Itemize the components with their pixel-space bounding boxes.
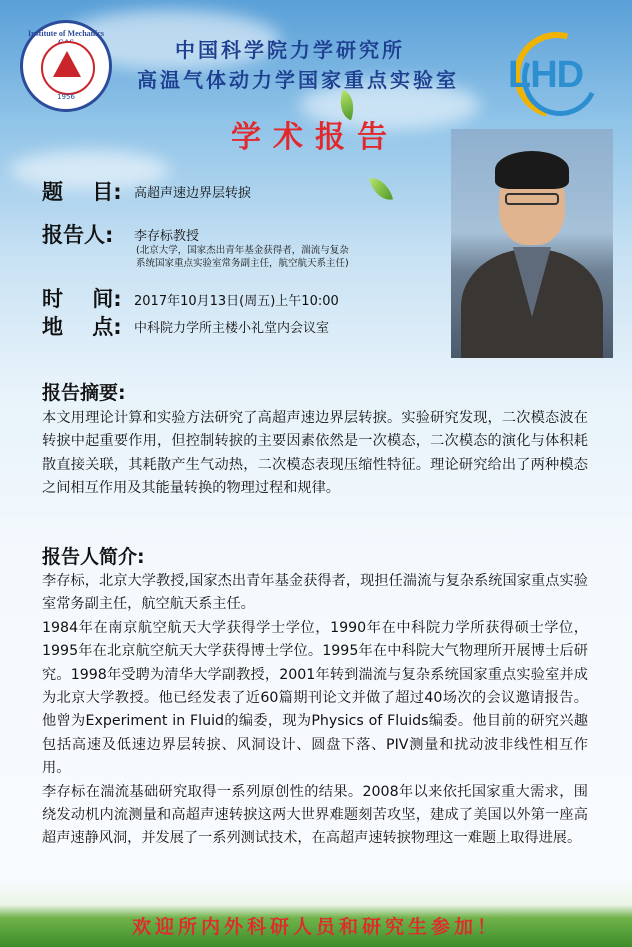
- bio-paragraph: 李存标在湍流基础研究取得一系列原创性的结果。2008年以来依托国家重大需求，围绕发动机内流测量和高超声速转捩这两大世界难题刻苦攻坚，建成了美国以外第一座高超声速静风洞，并发展了一系列测试技术，在高超声速转捩物理这一难题上取得进展。: [42, 783, 588, 847]
- photo-glasses: [505, 193, 559, 205]
- bio-text: [42, 570, 588, 851]
- time-value: 2017年10月13日(周五)上午10:00: [134, 294, 339, 309]
- bio-paragraph: 1984年在南京航空航天大学获得学士学位，1990年在中科院力学所获得硕士学位，1995年在北京航空航天大学获得博士学位。1995年在中科院大气物理所开展博士后研究。1998年受聘为清华大学副教授，2001年转到湍流与复杂系统国家重点实验室并成为北京大学教授。他已经发表了近60篇期刊论文并做了超过40场次的会议邀请报告。他曾为Experiment in Fluid的编委，现为Physics of Fluids编委。他目前的研究兴趣包括高速及低速边界层转捩、风洞设计、圆盘下落、PIV测量和扰动波非线性相互作用。: [42, 619, 588, 777]
- logo-mountain-icon: [53, 51, 81, 77]
- photo-hair: [495, 151, 569, 189]
- place-value: 中科院力学所主楼小礼堂内会议室: [134, 321, 330, 336]
- poster-title: 学术报告: [231, 120, 399, 155]
- speaker-photo: [451, 129, 613, 358]
- logo-ring-text: Institute of Mechanics: [28, 29, 104, 38]
- bio-paragraph: 李存标，北京大学教授,国家杰出青年基金获得者，现担任湍流与复杂系统国家重点实验室常务副主任，航空航天系主任。: [42, 573, 588, 613]
- bio-heading: 报告人简介:: [42, 546, 145, 568]
- speaker-value: 李存标教授: [134, 229, 200, 244]
- topic-value: 高超声速边界层转捩: [134, 186, 252, 201]
- org-name-line1: 中国科学院力学研究所: [175, 38, 405, 62]
- topic-label: 题 目:: [42, 180, 122, 204]
- footer-welcome: 欢迎所内外科研人员和研究生参加！: [131, 916, 500, 938]
- abstract-heading: 报告摘要:: [42, 382, 126, 404]
- speaker-note-line2: 系统国家重点实验室常务副主任，航空航天系主任): [136, 258, 349, 269]
- institute-logo: [20, 20, 112, 112]
- abstract-paragraph: 本文用理论计算和实验方法研究了高超声速边界层转捩。实验研究发现，二次模态波在转捩中起重要作用，但控制转捩的主要因素依然是一次模态，二次模态的演化与体积耗散直接关联，其耗散产生气动热，二次模态表现压缩性特征。理论研究给出了两种模态之间相互作用及其能量转换的物理过程和规律。: [42, 410, 588, 497]
- lhd-logo: [508, 32, 618, 112]
- lhd-logo-text: LHD: [508, 54, 584, 96]
- speaker-label: 报告人:: [42, 223, 114, 247]
- time-label: 时 间:: [42, 287, 122, 311]
- speaker-note-line1: (北京大学，国家杰出青年基金获得者，湍流与复杂: [136, 245, 349, 256]
- abstract-text: [42, 407, 588, 501]
- place-label: 地 点:: [42, 315, 122, 339]
- org-name-line2: 高温气体动力学国家重点实验室: [137, 68, 459, 92]
- logo-year: 1956: [57, 93, 75, 101]
